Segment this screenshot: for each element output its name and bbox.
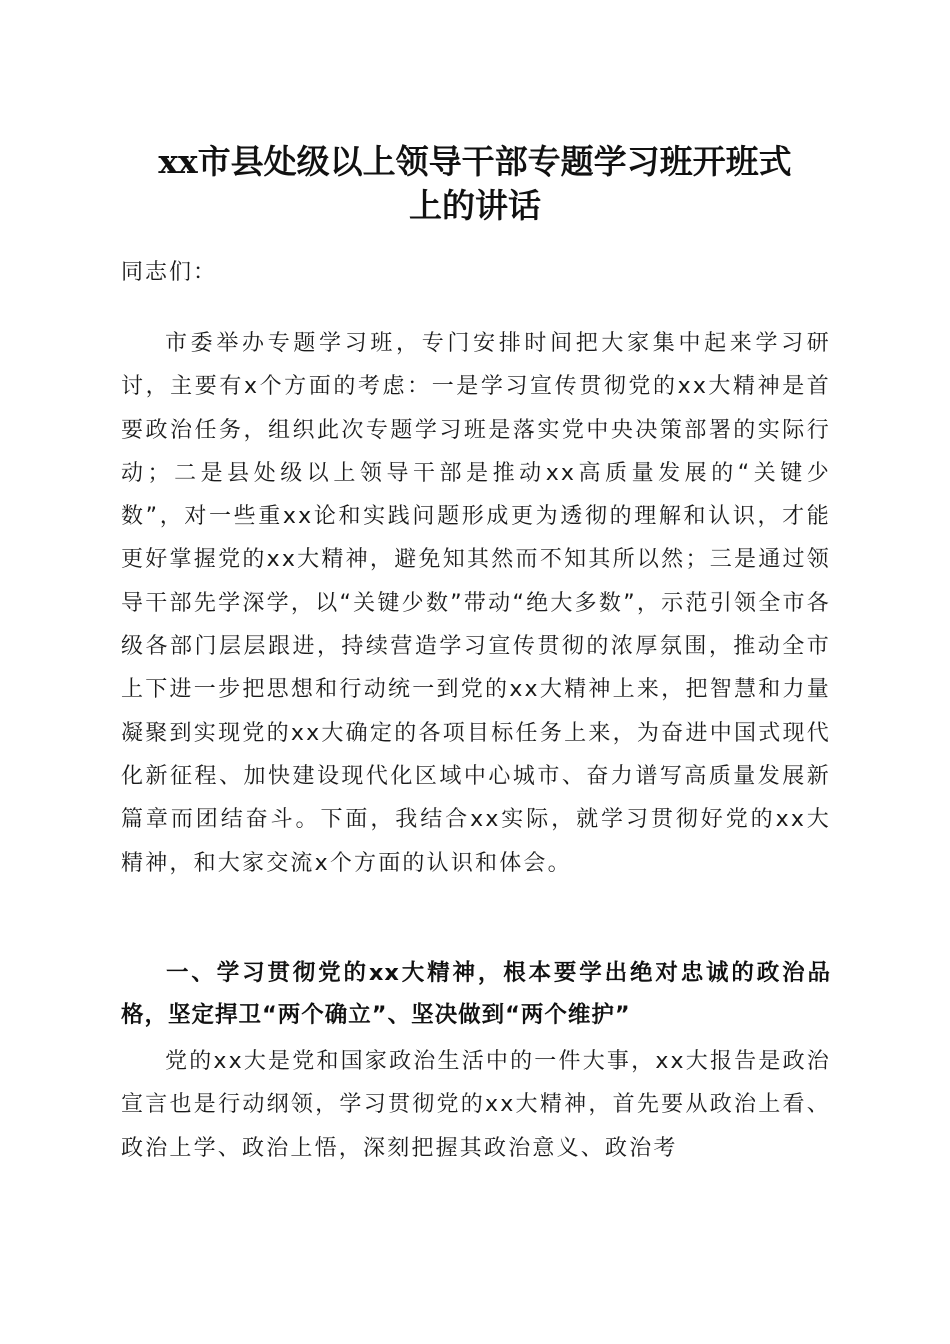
section-heading-1: 一、学习贯彻党的xx大精神，根本要学出绝对忠诚的政治品格，坚定捍卫“两个确立”、坚决做到“两个维护” [121, 960, 831, 1028]
document-title-line-1: xx市县处级以上领导干部专题学习班开班式 [158, 142, 792, 181]
paragraph-section-1: 党的xx大是党和国家政治生活中的一件大事，xx大报告是政治宣言也是行动纲领，学习贯彻党的xx大精神，首先要从政治上看、政治上学、政治上悟，深刻把握其政治意义、政治考 [121, 1049, 831, 1161]
salutation: 同志们： [121, 260, 218, 285]
document-title-line-2: 上的讲话 [409, 186, 541, 225]
paragraph-intro: 市委举办专题学习班，专门安排时间把大家集中起来学习研讨，主要有x个方面的考虑：一是学习宣传贯彻党的xx大精神是首要政治任务，组织此次专题学习班是落实党中央决策部署的实际行动；二是县处级以上领导干部是推动xx高质量发展的“关键少数”，对一些重xx论和实践问题形成更为透彻的理解和认识，才能更好掌握党的xx大精神，避免知其然而不知其所以然；三是通过领导干部先学深学，以“关键少数”带动“绝大多数”，示范引领全市各级各部门层层跟进，持续营造学习宣传贯彻的浓厚氛围，推动全市上下进一步把思想和行动统一到党的xx大精神上来，把智慧和力量凝聚到实现党的xx大确定的各项目标任务上来，为奋进中国式现代化新征程、加快建设现代化区域中心城市、奋力谱写高质量发展新篇章而团结奋斗。下面，我结合xx实际，就学习贯彻好党的xx大精神，和大家交流x个方面的认识和体会。 [121, 331, 831, 876]
